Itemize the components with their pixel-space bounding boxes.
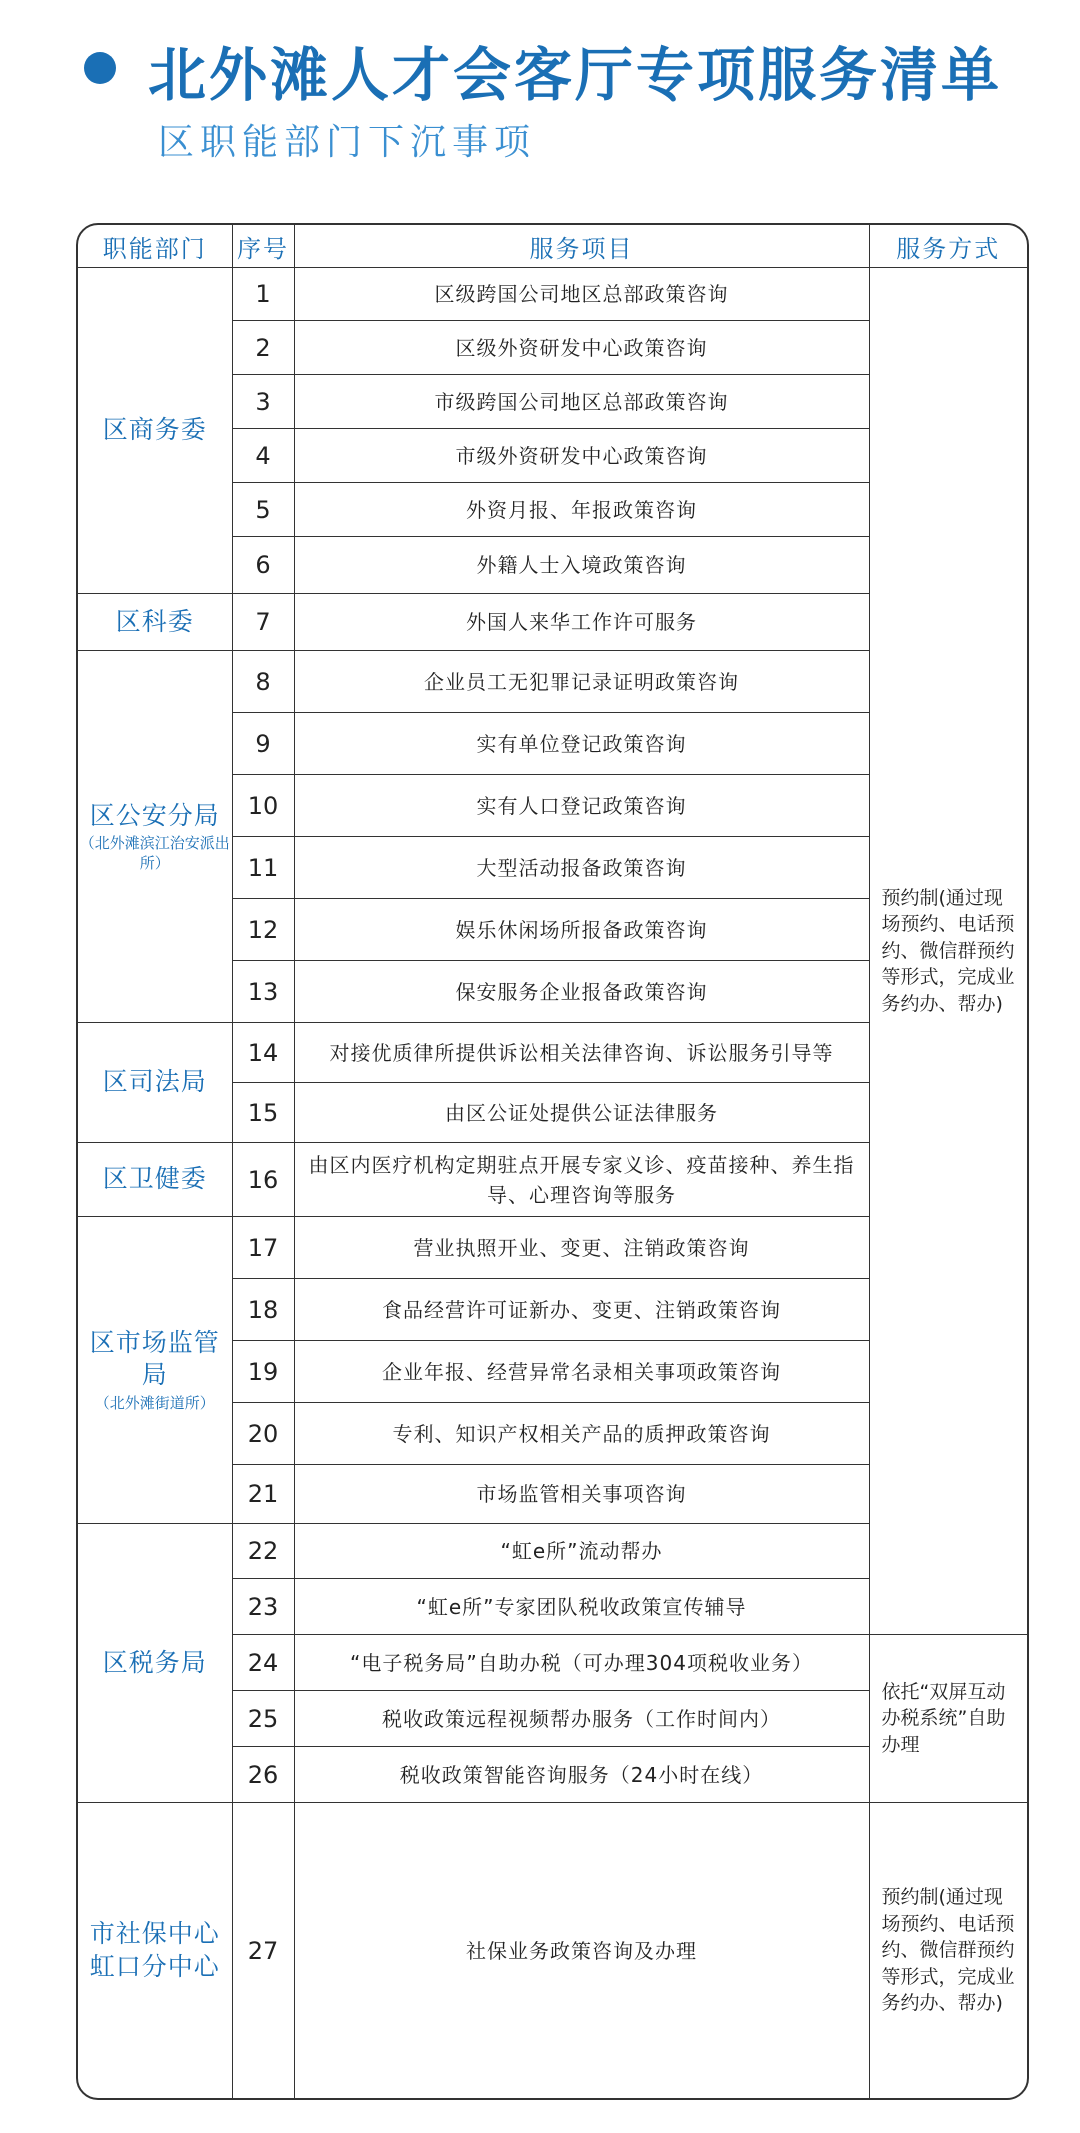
row-item: 市场监管相关事项咨询	[294, 1465, 869, 1524]
row-num: 6	[232, 537, 294, 594]
dept-health: 区卫健委	[78, 1143, 232, 1217]
row-num: 9	[232, 713, 294, 775]
row-item: 市级跨国公司地区总部政策咨询	[294, 375, 869, 429]
header-dept: 职能部门	[78, 225, 232, 268]
dept-police	[78, 651, 232, 1023]
row-num: 8	[232, 651, 294, 713]
row-item: 区级跨国公司地区总部政策咨询	[294, 268, 869, 321]
row-item: 实有单位登记政策咨询	[294, 713, 869, 775]
row-item: 社保业务政策咨询及办理	[294, 1803, 869, 2099]
row-item: 专利、知识产权相关产品的质押政策咨询	[294, 1403, 869, 1465]
dept-police-note: （北外滩滨江治安派出所）	[79, 834, 230, 872]
dept-science: 区科委	[78, 594, 232, 651]
service-mode-self-service: 依托“双屏互动办税系统”自助办理	[869, 1635, 1027, 1803]
row-item: 由区公证处提供公证法律服务	[294, 1083, 869, 1143]
service-table	[76, 223, 1029, 2100]
row-num: 5	[232, 483, 294, 537]
row-num: 18	[232, 1279, 294, 1341]
service-mode-appointment-social: 预约制(通过现场预约、电话预约、微信群预约等形式，完成业务约办、帮办)	[869, 1803, 1027, 2099]
dept-commerce: 区商务委	[78, 268, 232, 594]
row-num: 15	[232, 1083, 294, 1143]
row-num: 26	[232, 1747, 294, 1803]
row-item: 保安服务企业报备政策咨询	[294, 961, 869, 1023]
row-num: 11	[232, 837, 294, 899]
row-num: 4	[232, 429, 294, 483]
row-item: 食品经营许可证新办、变更、注销政策咨询	[294, 1279, 869, 1341]
row-item: 对接优质律所提供诉讼相关法律咨询、诉讼服务引导等	[294, 1023, 869, 1083]
row-item: 税收政策智能咨询服务（24小时在线）	[294, 1747, 869, 1803]
row-num: 12	[232, 899, 294, 961]
service-mode-appointment: 预约制(通过现场预约、电话预约、微信群预约等形式，完成业务约办、帮办)	[869, 268, 1027, 1635]
row-item: 营业执照开业、变更、注销政策咨询	[294, 1217, 869, 1279]
row-num: 17	[232, 1217, 294, 1279]
row-item: “虹e所”流动帮办	[294, 1524, 869, 1579]
dept-police-name: 区公安分局	[89, 800, 220, 830]
row-item: 市级外资研发中心政策咨询	[294, 429, 869, 483]
table-header-row	[78, 225, 1027, 268]
table-row	[78, 1803, 1027, 2099]
row-num: 27	[232, 1803, 294, 2099]
row-num: 10	[232, 775, 294, 837]
row-num: 3	[232, 375, 294, 429]
row-num: 13	[232, 961, 294, 1023]
dept-market-name: 区市场监管局	[89, 1327, 220, 1390]
row-num: 23	[232, 1579, 294, 1635]
header-num: 序号	[232, 225, 294, 268]
row-item: 大型活动报备政策咨询	[294, 837, 869, 899]
header-mode: 服务方式	[869, 225, 1027, 268]
row-num: 1	[232, 268, 294, 321]
title-bullet-icon	[84, 52, 116, 84]
row-item: “电子税务局”自助办税（可办理304项税收业务）	[294, 1635, 869, 1691]
row-item: 娱乐休闲场所报备政策咨询	[294, 899, 869, 961]
row-num: 7	[232, 594, 294, 651]
row-num: 25	[232, 1691, 294, 1747]
row-item: 企业员工无犯罪记录证明政策咨询	[294, 651, 869, 713]
page-title: 北外滩人才会客厅专项服务清单	[148, 41, 1003, 109]
row-item: 企业年报、经营异常名录相关事项政策咨询	[294, 1341, 869, 1403]
dept-tax: 区税务局	[78, 1524, 232, 1803]
row-item: “虹e所”专家团队税收政策宣传辅导	[294, 1579, 869, 1635]
row-num: 19	[232, 1341, 294, 1403]
row-num: 21	[232, 1465, 294, 1524]
row-num: 16	[232, 1143, 294, 1217]
row-num: 14	[232, 1023, 294, 1083]
dept-social: 市社保中心虹口分中心	[78, 1803, 232, 2099]
page-subtitle: 区职能部门下沉事项	[158, 122, 537, 163]
row-item: 由区内医疗机构定期驻点开展专家义诊、疫苗接种、养生指导、心理咨询等服务	[294, 1143, 869, 1217]
row-item: 外资月报、年报政策咨询	[294, 483, 869, 537]
row-num: 22	[232, 1524, 294, 1579]
row-num: 20	[232, 1403, 294, 1465]
table-row	[78, 268, 1027, 321]
row-item: 实有人口登记政策咨询	[294, 775, 869, 837]
row-item: 外籍人士入境政策咨询	[294, 537, 869, 594]
row-item: 税收政策远程视频帮办服务（工作时间内）	[294, 1691, 869, 1747]
row-num: 24	[232, 1635, 294, 1691]
dept-justice: 区司法局	[78, 1023, 232, 1143]
row-item: 区级外资研发中心政策咨询	[294, 321, 869, 375]
row-item: 外国人来华工作许可服务	[294, 594, 869, 651]
header-item: 服务项目	[294, 225, 869, 268]
dept-market-note: （北外滩街道所）	[94, 1393, 215, 1412]
dept-market	[78, 1217, 232, 1524]
row-num: 2	[232, 321, 294, 375]
